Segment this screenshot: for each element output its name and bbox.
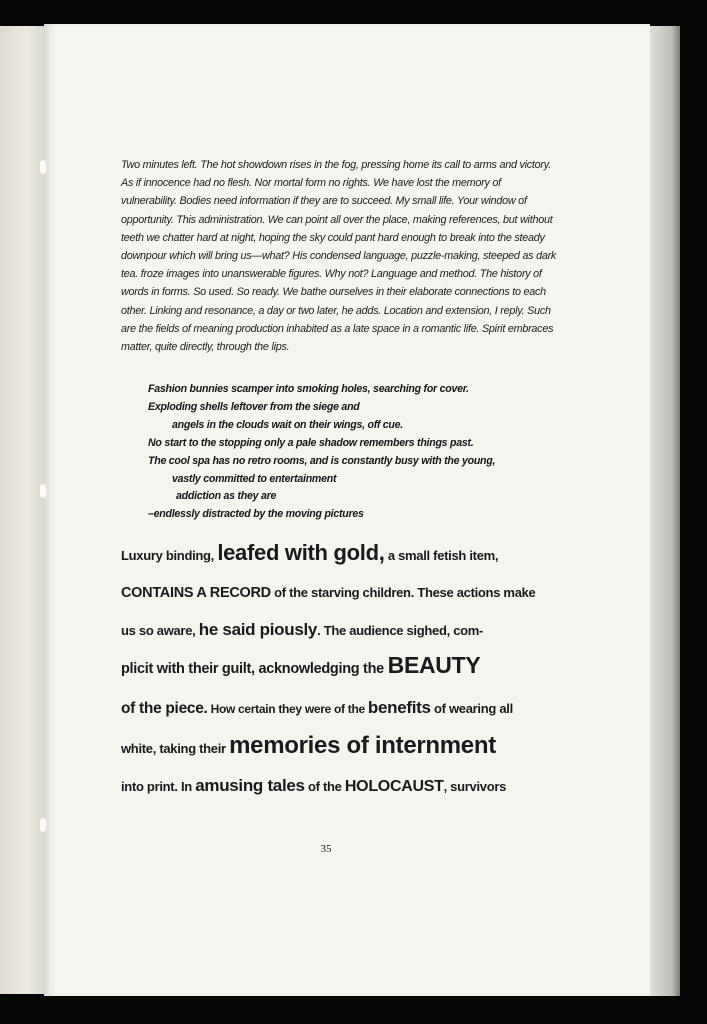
text-run: CONTAINS A RECORD	[121, 585, 271, 601]
text-run: us so aware,	[121, 623, 199, 638]
poem-line: vastly committed to entertainment	[172, 472, 337, 485]
poem-line: The cool spa has no retro rooms, and is constantly busy with the young,	[148, 454, 496, 467]
text-run: of the starving children. These actions make	[270, 585, 536, 600]
poem-line: –endlessly distracted by the moving pictures	[148, 508, 364, 521]
text-run-emphasis: leafed with gold,	[217, 540, 385, 565]
text-run-emphasis: BEAUTY	[387, 652, 481, 678]
text-run: of wearing all	[430, 701, 513, 716]
text-run: How certain they were of the	[207, 702, 368, 716]
poem-line: Exploding shells leftover from the siege and	[148, 400, 360, 413]
text-line	[121, 698, 513, 718]
binding-stitch	[40, 818, 46, 832]
text-line	[121, 776, 506, 796]
text-line	[121, 620, 483, 640]
text-line	[121, 652, 480, 679]
text-run-emphasis: memories of internment	[229, 732, 496, 759]
poem-line: Fashion bunnies scamper into smoking holes, searching for cover.	[148, 383, 469, 395]
text-run: of the piece.	[121, 700, 208, 717]
poem-line: addiction as they are	[176, 490, 277, 503]
binding-stitch	[40, 484, 46, 498]
poem-line: angels in the clouds wait on their wings, off cue.	[172, 418, 403, 431]
text-run: . The audience sighed, com-	[317, 623, 484, 638]
text-run: plicit with their guilt, acknowledging the	[121, 661, 388, 677]
text-run: Luxury binding,	[121, 548, 218, 563]
text-run: of the	[304, 779, 345, 794]
text-run: into print. In	[121, 779, 196, 794]
poem-line: No start to the stopping only a pale shadow remembers things past.	[148, 436, 474, 449]
poem-stanza	[148, 381, 568, 524]
binding-stitch	[40, 160, 46, 174]
text-run-emphasis: benefits	[367, 698, 431, 717]
text-line	[121, 540, 498, 566]
text-run: a small fetish item,	[384, 548, 499, 563]
text-run: white, taking their	[121, 741, 230, 756]
text-run-emphasis: he said piously	[198, 620, 318, 639]
page-number: 35	[320, 843, 332, 855]
text-line	[121, 732, 496, 760]
text-line	[121, 584, 535, 602]
prose-paragraph: Two minutes left. The hot showdown rises in the fog, pressing home its call to arms and victory. As if innocence had no flesh. Nor mortal form no rights. We have lost the memory of vulnerability. Bodies need information if they are to succeed. My small life. Your window of opportunity. This administration. We can point all over the place, making references, but without teeth we chatter hard at night, hoping the sky could pant hard enough to break into the steady downpour which will bring us—what? His condensed language, puzzle-making, steeped as dark tea. froze images into unanswerable figures. Why not? Language and method. The history of words in forms. So used. So ready. We bathe ourselves in their elaborate connections to each other. Linking and resonance, a day or two later, he adds. Location and extension, I reply. Such are the fields of meaning production inhabited as a late space in a romantic life. Spirit embraces matter, quite directly, through the lips.	[121, 159, 557, 354]
text-run-emphasis: HOLOCAUST	[344, 778, 444, 795]
text-run: , survivors	[443, 779, 507, 794]
text-run-emphasis: amusing tales	[195, 776, 305, 795]
